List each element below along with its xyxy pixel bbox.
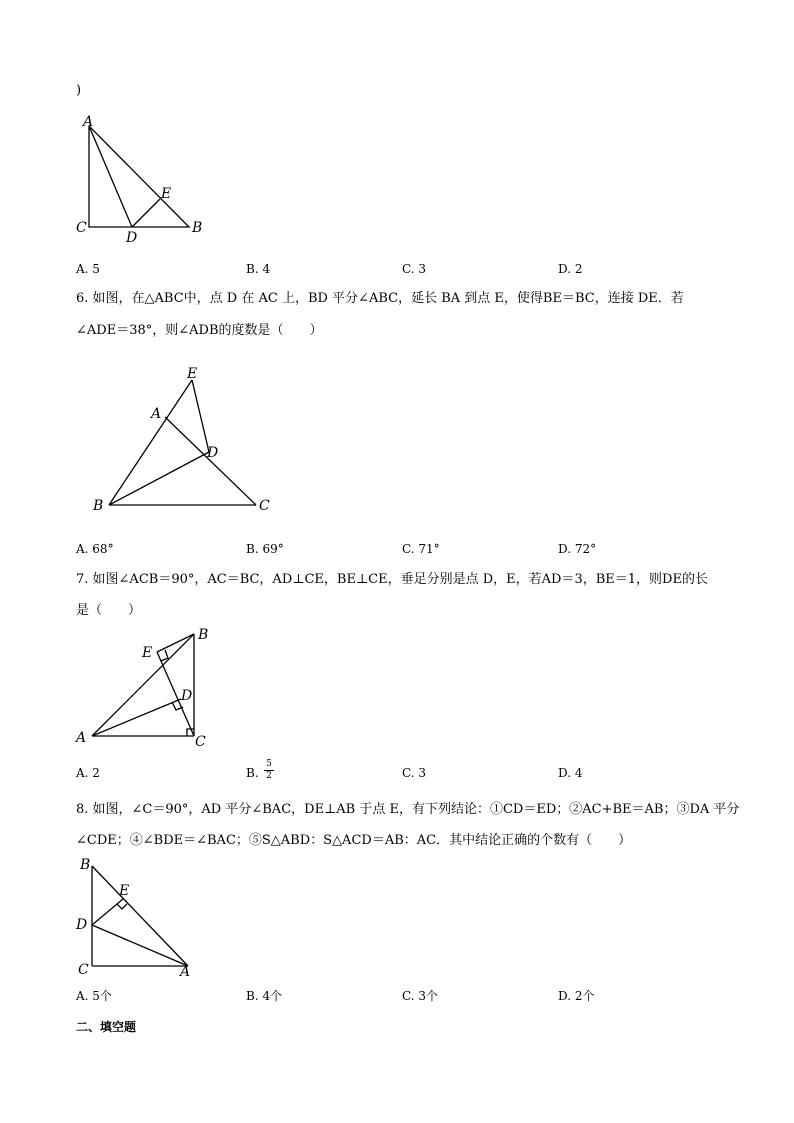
q7-stem-line2: 是（ ） bbox=[76, 603, 142, 618]
q7-label-d: D bbox=[181, 688, 193, 704]
q5-label-a: A bbox=[83, 114, 94, 130]
q6-label-c: C bbox=[259, 498, 270, 514]
q5-label-c: C bbox=[76, 220, 87, 236]
q8-segment-de bbox=[92, 899, 123, 925]
q7-option-c[interactable]: C. 3 bbox=[402, 766, 427, 780]
q6-figure bbox=[85, 360, 285, 520]
q5-option-a[interactable]: A. 5 bbox=[76, 262, 100, 276]
q8-label-e: E bbox=[119, 883, 130, 899]
q6-segment-ac bbox=[165, 417, 256, 505]
q5-segment-de bbox=[132, 199, 160, 227]
q5-option-d[interactable]: D. 2 bbox=[558, 262, 583, 276]
q6-label-e: E bbox=[187, 366, 198, 382]
q8-label-b: B bbox=[80, 857, 91, 873]
q7-label-a: A bbox=[76, 730, 87, 746]
q7-segment-eb bbox=[157, 634, 194, 652]
q7-label-e: E bbox=[142, 645, 153, 661]
q5-figure bbox=[70, 110, 220, 250]
q8-stem-line2: ∠CDE；④∠BDE＝∠BAC；⑤S△ABD：S△ACD＝AB：AC．其中结论正确的个数有（ ） bbox=[76, 833, 632, 848]
q8-figure bbox=[70, 852, 210, 982]
q8-option-c[interactable]: C. 3个 bbox=[402, 989, 439, 1003]
q5-label-e: E bbox=[161, 186, 172, 202]
q6-label-d: D bbox=[207, 445, 219, 461]
q8-label-d: D bbox=[76, 917, 88, 933]
q5-option-b[interactable]: B. 4 bbox=[246, 262, 271, 276]
q7-option-b-numerator: 5 bbox=[266, 759, 272, 769]
q7-option-b-fraction bbox=[264, 760, 274, 781]
q8-label-a: A bbox=[180, 964, 191, 980]
q5-label-d: D bbox=[126, 230, 138, 246]
q8-stem-line1: 8. 如图，∠C＝90°，AD 平分∠BAC，DE⊥AB 于点 E，有下列结论：①CD＝ED；②AC+BE＝AB；③DA 平分 bbox=[76, 802, 740, 817]
q5-label-b: B bbox=[192, 220, 203, 236]
q7-option-b[interactable]: B. bbox=[246, 766, 259, 780]
q7-right-angle-e bbox=[161, 650, 168, 661]
q6-segment-ed bbox=[192, 380, 209, 452]
q8-right-angle-e bbox=[117, 904, 127, 909]
q6-option-d[interactable]: D. 72° bbox=[558, 542, 597, 556]
q7-label-b: B bbox=[198, 627, 209, 643]
q6-label-a: A bbox=[151, 406, 162, 422]
q7-option-a[interactable]: A. 2 bbox=[76, 766, 100, 780]
q7-stem-line1: 7. 如图∠ACB＝90°，AC＝BC，AD⊥CE，BE⊥CE，垂足分别是点 D，E，若AD＝3，BE＝1，则DE的长 bbox=[76, 572, 708, 587]
q8-option-a[interactable]: A. 5个 bbox=[76, 989, 112, 1003]
q8-segment-da bbox=[92, 925, 188, 966]
q7-segment-ad bbox=[92, 699, 181, 736]
q5-option-c[interactable]: C. 3 bbox=[402, 262, 427, 276]
q7-option-d[interactable]: D. 4 bbox=[558, 766, 583, 780]
q8-option-b[interactable]: B. 4个 bbox=[246, 989, 283, 1003]
q6-option-c[interactable]: C. 71° bbox=[402, 542, 440, 556]
q7-label-c: C bbox=[195, 734, 206, 750]
q5-stem-tail: ) bbox=[76, 83, 82, 98]
q6-stem-line1: 6. 如图，在△ABC中，点 D 在 AC 上，BD 平分∠ABC，延长 BA 到点 E，使得BE＝BC，连接 DE．若 bbox=[76, 291, 684, 306]
q5-triangle bbox=[89, 126, 189, 227]
section-heading: 二、填空题 bbox=[76, 1020, 137, 1034]
q6-segment-be bbox=[109, 380, 192, 505]
q6-segment-bd bbox=[109, 452, 209, 505]
q5-segment-ad bbox=[89, 126, 132, 227]
q7-figure bbox=[70, 622, 230, 752]
q6-stem-line2: ∠ADE＝38°，则∠ADB的度数是（ ） bbox=[76, 323, 323, 338]
q7-option-b-denominator: 2 bbox=[266, 771, 272, 781]
q8-segment-ba bbox=[92, 866, 188, 966]
q8-option-d[interactable]: D. 2个 bbox=[558, 989, 595, 1003]
q6-label-b: B bbox=[93, 498, 104, 514]
q8-label-c: C bbox=[78, 962, 89, 978]
q6-option-a[interactable]: A. 68° bbox=[76, 542, 114, 556]
q6-option-b[interactable]: B. 69° bbox=[246, 542, 284, 556]
